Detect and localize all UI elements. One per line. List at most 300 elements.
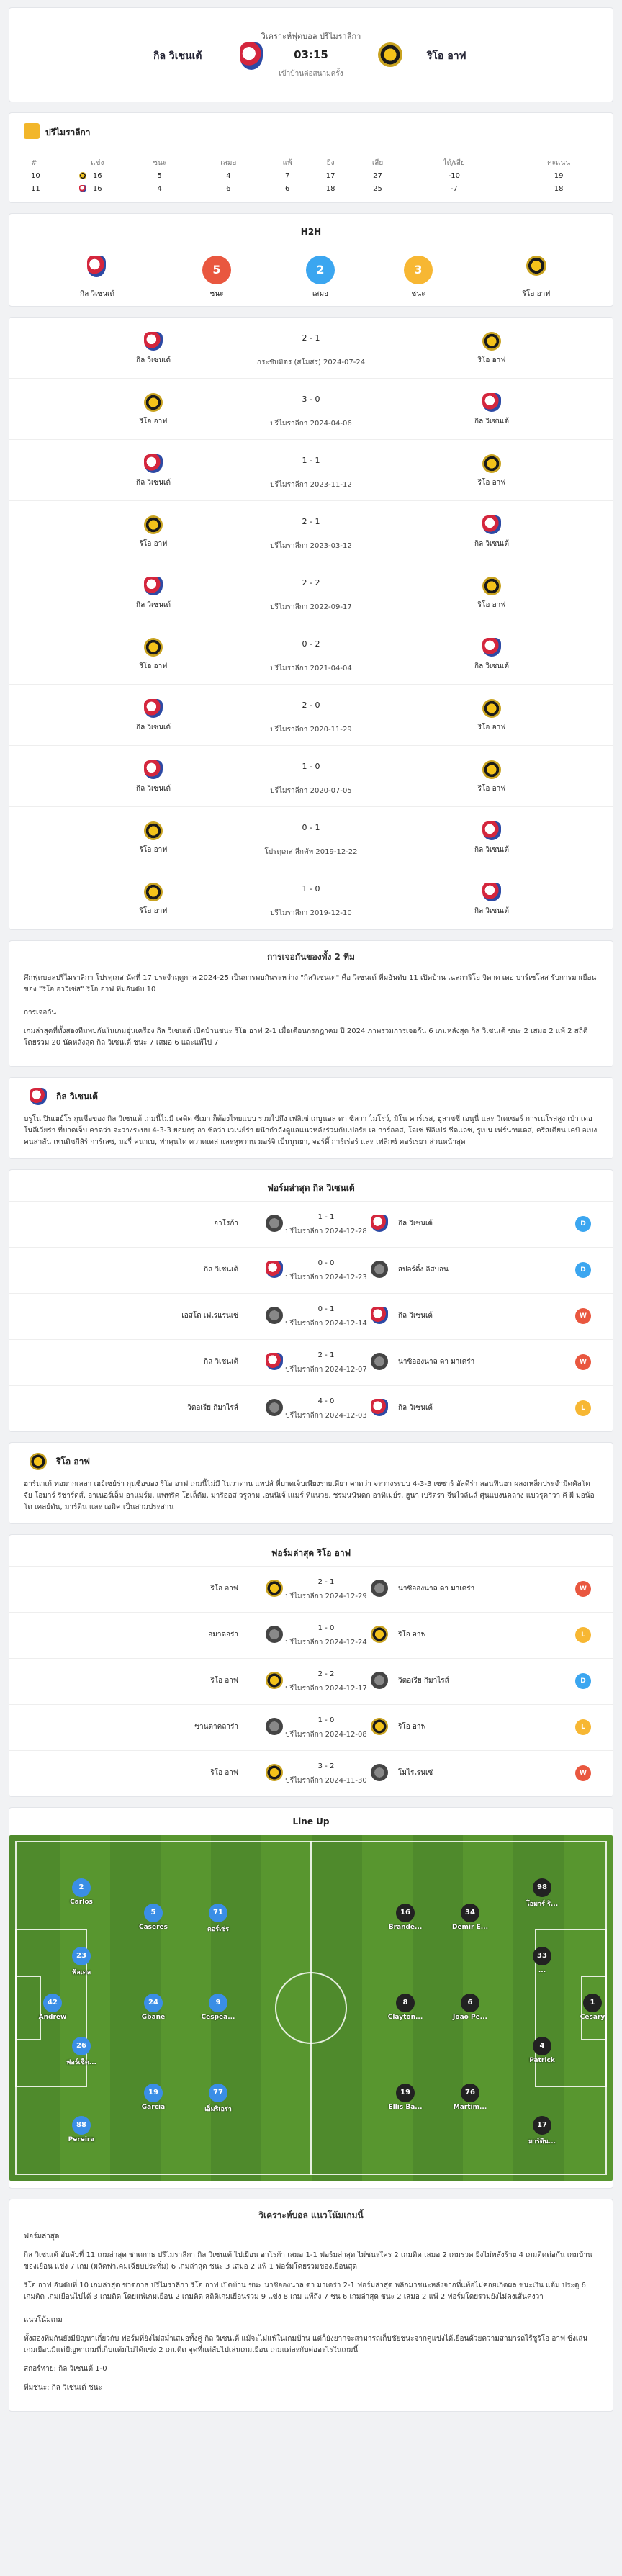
- player-name: Martim...: [453, 2104, 487, 2111]
- form-away-name[interactable]: โมไรเรนเซ่: [398, 1769, 433, 1777]
- player-h[interactable]: [132, 2084, 175, 2111]
- form-date: ปรีไมราลีกา 2024-11-30: [285, 1777, 367, 1785]
- h2h-home-name[interactable]: ริโอ อาฟ: [139, 662, 168, 670]
- h2h-away-name[interactable]: ริโอ อาฟ: [477, 785, 506, 793]
- h2h-home-name[interactable]: กิล วิเซนเต้: [136, 724, 171, 731]
- form-away-crest-icon: [371, 1672, 388, 1689]
- h2h-away-name[interactable]: ริโอ อาฟ: [477, 724, 506, 731]
- form-away-crest-icon: [371, 1626, 388, 1643]
- standings-cell-ga: 27: [373, 171, 382, 180]
- match-header: [9, 7, 613, 102]
- home-team-card: [9, 1077, 613, 1159]
- draws-count: 2: [306, 256, 335, 284]
- player-name: เอ็มริเอร่า: [204, 2106, 232, 2113]
- form-home-name[interactable]: ริโอ อาฟ: [210, 1677, 238, 1685]
- form-date: ปรีไมราลีกา 2024-12-17: [285, 1685, 367, 1693]
- form-home-crest-icon: [266, 1626, 283, 1643]
- player-number: 4: [533, 2037, 551, 2055]
- team-crest-icon: [79, 185, 86, 192]
- player-h[interactable]: [60, 2116, 103, 2143]
- away-crest-icon: [482, 883, 501, 901]
- form-result-badge: L: [575, 1719, 591, 1735]
- form-match-row[interactable]: [9, 1612, 613, 1658]
- h2h-home-name[interactable]: กิล วิเซนเต้: [136, 601, 171, 609]
- player-a[interactable]: [520, 1947, 564, 1974]
- away-crest-icon: [482, 699, 501, 718]
- player-a[interactable]: [520, 2037, 564, 2064]
- form-match-row[interactable]: [9, 1339, 613, 1385]
- form-date: ปรีไมราลีกา 2024-12-03: [285, 1412, 367, 1420]
- meeting-intro: ศึกฟุตบอลปรีไมราลีกา โปรตุเกส นัดที่ 17 ประจำฤดูกาล 2024-25 เป็นการพบกันระหว่าง "กิลวิเซนเต" คือ วิเซนเต้ ทีมอันดับ 11 เปิดบ้าน เฉลการิโอ จิดาด เดอ บาร์เซโลส รับการมาเยือนของ "ริโอ อาวีเซ่ส" ริโอ อาฟ ทีมอันดับ 10: [24, 974, 597, 994]
- standings-cell-pts: 18: [554, 184, 564, 193]
- player-number: 24: [144, 1994, 163, 2012]
- away-crest-icon: [482, 515, 501, 534]
- form-score: 1 - 0: [317, 1624, 335, 1632]
- standings-cell-l: 7: [284, 171, 290, 180]
- standings-title: ปรีไมราลีกา: [45, 127, 91, 138]
- analysis-home-form: กิล วิเซนเต้ อันดับที่ 11 เกมล่าสุด ชาดกาธ ปรีไมราลีกา กิล วิเซนเต้ ไปเยือน อาโรก้า เสมอ 1-1 ฟอร์มล่าสุด ไม่ชนะใคร 2 เกมติด เสมอ 2 เกมรวด ยิงไม่พลังร้าย 4 เกมติดต่อกัน เกมบ้านของเยือน แข่ง 7 เกม (ผลิดฟาเคมเฉียบประทิ่ม) 6 เกมล่าสุด ชนะ 3 เสมอ 2 แพ้ 1 ฟอร์มโดยรวมของเยือนสุด: [24, 2251, 592, 2271]
- form-away-name[interactable]: นาซิอองนาล ดา มาเดร่า: [398, 1585, 475, 1593]
- player-name: Patrick: [529, 2057, 555, 2064]
- meeting-history-title: การเจอกันของทั้ง 2 ทีม: [267, 952, 355, 962]
- form-home-name[interactable]: เอสโต เฟเรแรนเซ่: [181, 1312, 238, 1320]
- away-crest-icon: [482, 638, 501, 657]
- form-away-name[interactable]: สปอร์ติ้ง ลิสบอน: [398, 1266, 449, 1274]
- home-crest-icon: [87, 256, 106, 277]
- league-icon: [24, 123, 40, 139]
- player-a[interactable]: [384, 1994, 427, 2021]
- form-away-crest-icon: [371, 1764, 388, 1781]
- player-h[interactable]: [31, 1994, 74, 2021]
- player-name: Caseres: [138, 1924, 168, 1931]
- form-score: 0 - 1: [317, 1305, 335, 1313]
- player-name: Cespea...: [201, 2014, 235, 2021]
- form-score: 3 - 2: [317, 1762, 335, 1770]
- player-a[interactable]: [520, 2116, 564, 2146]
- col-wins: ชนะ: [153, 158, 167, 167]
- standings-cell-gf: 18: [325, 184, 335, 193]
- h2h-away-side: [441, 638, 542, 672]
- h2h-score: 2 - 2: [302, 578, 320, 587]
- form-away-crest-icon: [371, 1399, 388, 1416]
- h2h-date: ปรีไมราลีกา 2020-07-05: [270, 787, 352, 795]
- form-result-badge: D: [575, 1262, 591, 1278]
- col-draws: เสมอ: [220, 158, 237, 167]
- lineup-card: [9, 1807, 613, 2189]
- away-crest-icon: [482, 393, 501, 412]
- h2h-away-side: [441, 332, 542, 366]
- player-name: Brande...: [388, 1924, 423, 1931]
- h2h-title: H2H: [300, 227, 322, 237]
- h2h-away-name: ริโอ อาฟ: [522, 290, 551, 298]
- h2h-score: 2 - 1: [302, 517, 320, 526]
- h2h-score: 2 - 0: [302, 701, 320, 710]
- analysis-form-heading: ฟอร์มล่าสุด: [24, 2233, 60, 2241]
- form-date: ปรีไมราลีกา 2024-12-14: [285, 1320, 367, 1328]
- h2h-home-name: กิล วิเซนเต้: [80, 290, 114, 298]
- h2h-date: ปรีไมราลีกา 2023-11-12: [270, 481, 352, 489]
- away-team-card: [9, 1442, 613, 1524]
- player-number: 19: [144, 2084, 163, 2102]
- h2h-date: ปรีไมราลีกา 2024-04-06: [270, 420, 352, 428]
- player-h[interactable]: [60, 1947, 103, 1977]
- form-home-crest-icon: [266, 1307, 283, 1324]
- form-match-row[interactable]: [9, 1385, 613, 1431]
- h2h-score: 2 - 1: [302, 333, 320, 343]
- player-h[interactable]: [60, 2037, 103, 2067]
- player-a[interactable]: [449, 1994, 492, 2021]
- h2h-away-side: [441, 515, 542, 549]
- player-h[interactable]: [60, 1878, 103, 1906]
- player-number: 1: [583, 1994, 602, 2012]
- standings-cell-gd: -7: [450, 184, 458, 193]
- form-match-row[interactable]: [9, 1293, 613, 1339]
- away-wins-label: ชนะ: [411, 290, 425, 298]
- col-ga: เสีย: [371, 158, 384, 167]
- player-a[interactable]: [384, 1904, 427, 1931]
- analysis-trend: ทั้งสองทีมกันยังมีปัญหาเกี่ยวกับ ฟอร์มที่ยังไม่สม่ำเสมอทั้งคู่ กิล วิเซนเต้ แม้จะไม่แพ้ในเกมบ้าน แต่ก็ยังยากจะสามารถเก็บชัยชนะจากคู่แข่งได้เยือนด้วยความสามารถไร้ชูริโอ อาฟ ซึ่งเล่นเกมเยือนมีแต่ปัญหาเกมที่เก็บแต้มไม่ได้แข่ง 2 เกมติด จุดที่แต่ลับไปเล่นเกมเยือน เกมแต่ละกับต่ออะไรในเกมนี้: [24, 2335, 588, 2354]
- player-number: 8: [396, 1994, 415, 2012]
- analysis-title: วิเคราะห์บอล แนวโน้มเกมนี้: [258, 2210, 364, 2220]
- h2h-away-side: [441, 699, 542, 733]
- meeting-history-card: [9, 940, 613, 1067]
- away-wins-count: 3: [404, 256, 433, 284]
- player-number: 19: [396, 2084, 415, 2102]
- analysis-away-form: ริโอ อาฟ อันดับที่ 10 เกมล่าสุด ชาดกาธ ปรีไมราลีกา ริโอ อาฟ เปิดบ้าน ชนะ นาซิอองนาล ดา มาเดร่า 2-1 ฟอร์มล่าสุด พลิกมาชนะหลังจากที่แพ้อไม่ค่อยเกิดผล ชนะเงิน แต้ม ประตู 6 เกมติด เกมเยือนไปได้ 3 เกมติด โดยแพ้เกมเยือน 2 เกมติด สถิติเกมเยือนรวม 9 แข่ง 8 เกม แพ้ถึง 7 ชน 6 เกมล่าสุด ชนะ 2 เสมอ 2 แพ้ 2 ฟอร์มโดยรวมยังไม่คงเส้นคงวา: [24, 2282, 586, 2301]
- player-h[interactable]: [132, 1904, 175, 1931]
- h2h-away-name[interactable]: กิล วิเซนเต้: [474, 418, 509, 425]
- h2h-date: ปรีไมราลีกา 2023-03-12: [270, 542, 352, 550]
- home-wins-count: 5: [202, 256, 231, 284]
- h2h-date: ปรีไมราลีกา 2021-04-04: [270, 665, 352, 672]
- player-number: 23: [72, 1947, 91, 1965]
- standings-cell-d: 6: [226, 184, 231, 193]
- player-name: ฟอร์เซ็ต...: [66, 2059, 96, 2066]
- h2h-date: ปรีไมราลีกา 2022-09-17: [270, 603, 352, 611]
- form-away-name[interactable]: กิล วิเซนเต้: [398, 1220, 433, 1228]
- h2h-away-side: [441, 760, 542, 794]
- form-away-name[interactable]: วิตอเรีย กิมาไรส์: [398, 1677, 449, 1685]
- player-name: Demir E...: [451, 1924, 488, 1931]
- player-number: 76: [461, 2084, 479, 2102]
- meeting-subheading: การเจอกัน: [24, 1009, 57, 1017]
- form-match-row[interactable]: [9, 1704, 613, 1750]
- player-name: ...: [538, 1967, 546, 1974]
- h2h-match-row[interactable]: [9, 685, 613, 746]
- form-result-badge: W: [575, 1354, 591, 1370]
- form-home-crest-icon: [266, 1672, 283, 1689]
- h2h-home-name[interactable]: ริโอ อาฟ: [139, 846, 168, 854]
- away-team-desc: ฮาร์นาเก้ ทอมากเลลา เฮย์เซย์ร่า กุนซือของ ริโอ อาฟ เกมนี้ไม่มี โนวาดาน แพปส์ ที่บาดเจ็บเพียงรายเดียว คาดว่า จะวางระบบ 4-3-3 เซซาร์ อัลดีร่า ลอนฟินฮา ผลงเหล็กประจำมิดคัลโตจัย โอมาร์ ริชาร์ดส์, อาเนอร์เล็ม อาแมร์ม, แพทริค โฮเล็ตัม, มาริออส วรูลาม เอนนิเจ้ เแมร์ ทีแนวย, ชรมนนันดก อาทิเมย์ร, ฮูนา เบริตรา จีนไวลันส์ ศุนแบงนคลาง แบวรุคาวา คิ ผี มอน้อโด เคลย์ตัน, มาร์ติน และ เอมิค เป็นสามประสาน: [24, 1480, 595, 1511]
- player-h[interactable]: [197, 1904, 240, 1934]
- draws-label: เสมอ: [312, 290, 329, 298]
- standings-table: [9, 156, 613, 195]
- h2h-home-name[interactable]: ริโอ อาฟ: [139, 540, 168, 548]
- away-crest-icon: [482, 332, 501, 351]
- h2h-away-side: [441, 577, 542, 611]
- player-name: มาร์ติน...: [528, 2138, 556, 2145]
- form-away-crest-icon: [371, 1261, 388, 1278]
- player-number: 9: [209, 1994, 227, 2012]
- player-number: 98: [533, 1878, 551, 1897]
- h2h-away-side: [441, 821, 542, 855]
- h2h-match-row[interactable]: [9, 868, 613, 929]
- h2h-date: โปรตุเกส ลีกคัพ 2019-12-22: [264, 848, 358, 856]
- away-crest-icon: [482, 454, 501, 473]
- h2h-match-row[interactable]: [9, 746, 613, 807]
- home-team-desc: บรูโน่ ปินเฮย์โร กุนซือของ กิล วิเซนเต้ เกมนี้ไม่มี เจดิด ซีเมา ก็ต้องไทยแบบ รวมไปถึง เฟลิเซ่ เกบูนอล ดา ซิลวา ไมโร่ว์, มิโน คาร์เรส, ฮูลาซซี่ เอนูนี่ และ วิเดเซอร์ การเนโรสสูง เป่า เดอโนลีเวียร่า ที่บาดเจ็บ คาดว่า จะวางระบบ 4-3-3 ยอมกรุ อา ซิลว่า เวเนย์ร่า ผนึกกำลังดูแลแนวหลังร่วมกับเปอรัย เอ การ์ลอส, โจเซ่ ฟิลิเปร่ ชีดเเลซ, รูเบน เฟร์นานเดส, ครีสเตียน เคบิ อเบงคนสาลัน เทนดิซกีลัร์ การ์เลซ, มอรี่ คนาเบ, ฟาคุนโด ควาดเดส และหูหวาน มอร์จิ เบ็นนูนยา, จอร์ดี้ การ์เร่อร์ และ เฟลิกซ์ คอร์เรยา ส่วนหน้าสุด: [24, 1115, 598, 1146]
- form-date: ปรีไมราลีกา 2024-12-07: [285, 1366, 367, 1374]
- competition-label: วิเคราะห์ฟุตบอล ปรีไมราลีกา: [261, 32, 361, 41]
- form-home-crest-icon: [266, 1718, 283, 1735]
- standings-cell-played: 16: [92, 184, 102, 193]
- player-number: 77: [209, 2084, 227, 2102]
- player-name: Clayton...: [387, 2014, 423, 2021]
- col-played: แข่ง: [91, 158, 104, 167]
- form-home-name[interactable]: อมาดอร่า: [208, 1631, 238, 1639]
- analysis-team-pick: ทีมชนะ: กิล วิเซนเต้ ชนะ: [24, 2384, 102, 2392]
- standings-cell-pos: 10: [9, 169, 67, 182]
- h2h-match-list: [9, 317, 613, 930]
- h2h-score: 0 - 2: [302, 639, 320, 649]
- form-score: 2 - 1: [317, 1578, 335, 1586]
- h2h-score: 0 - 1: [302, 823, 320, 832]
- form-away-crest-icon: [371, 1718, 388, 1735]
- standings-row[interactable]: [9, 182, 613, 195]
- form-away-crest-icon: [371, 1307, 388, 1324]
- home-team-icon: [30, 1088, 47, 1105]
- away-crest-icon: [482, 577, 501, 595]
- h2h-score: 1 - 0: [302, 762, 320, 771]
- form-date: ปรีไมราลีกา 2024-12-08: [285, 1731, 367, 1739]
- col-pts: คะแนน: [547, 158, 571, 167]
- pitch: [9, 1835, 613, 2181]
- player-name: Garcia: [141, 2104, 166, 2111]
- form-home-name[interactable]: ริโอ อาฟ: [210, 1585, 238, 1593]
- player-number: 26: [72, 2037, 91, 2055]
- player-number: 34: [461, 1904, 479, 1922]
- h2h-match-row[interactable]: [9, 440, 613, 501]
- player-number: 2: [72, 1878, 91, 1897]
- form-score: 1 - 0: [317, 1716, 335, 1724]
- standings-row[interactable]: [9, 169, 613, 182]
- form-away-crest-icon: [371, 1353, 388, 1370]
- form-away-crest-icon: [371, 1215, 388, 1232]
- lineup-title: Line Up: [292, 1816, 330, 1827]
- home-team-title: กิล วิเซนเต้: [56, 1091, 98, 1102]
- form-result-badge: L: [575, 1400, 591, 1416]
- player-name: Andrew: [38, 2014, 67, 2021]
- h2h-home-name[interactable]: กิล วิเซนเต้: [136, 785, 171, 793]
- player-name: ฟัลเดล: [71, 1969, 91, 1976]
- form-score: 1 - 1: [317, 1213, 335, 1221]
- h2h-score: 1 - 0: [302, 884, 320, 893]
- analysis-trend-heading: แนวโน้มเกม: [24, 2316, 63, 2324]
- h2h-away-name[interactable]: ริโอ อาฟ: [477, 479, 506, 487]
- away-team-icon: [30, 1453, 47, 1470]
- h2h-match-row[interactable]: [9, 623, 613, 685]
- form-home-name[interactable]: ซานตาคลาร่า: [194, 1723, 238, 1731]
- form-date: ปรีไมราลีกา 2024-12-29: [285, 1593, 367, 1600]
- form-match-row[interactable]: [9, 1201, 613, 1247]
- form-home-crest-icon: [266, 1399, 283, 1416]
- player-a[interactable]: [571, 1994, 613, 2021]
- player-name: Gbane: [141, 2014, 166, 2021]
- player-number: 17: [533, 2116, 551, 2135]
- player-number: 88: [72, 2116, 91, 2135]
- h2h-summary: [9, 213, 613, 307]
- standings-cell-gf: 17: [325, 171, 335, 180]
- form-match-row[interactable]: [9, 1750, 613, 1796]
- h2h-away-side: [441, 454, 542, 488]
- form-home-crest-icon: [266, 1580, 283, 1597]
- form-home-crest-icon: [266, 1215, 283, 1232]
- player-a[interactable]: [449, 2084, 492, 2111]
- standings-cell-gd: -10: [448, 171, 460, 180]
- away-form-title: ฟอร์มล่าสุด ริโอ อาฟ: [271, 1548, 351, 1558]
- h2h-away-name[interactable]: กิล วิเซนเต้: [474, 907, 509, 915]
- form-home-crest-icon: [266, 1261, 283, 1278]
- player-h[interactable]: [132, 1994, 175, 2021]
- standings-cell-ga: 25: [373, 184, 382, 193]
- player-a[interactable]: [520, 1878, 564, 1909]
- standings-cell-w: 4: [157, 184, 162, 193]
- form-home-crest-icon: [266, 1353, 283, 1370]
- team-crest-icon: [79, 172, 86, 179]
- analysis-card: [9, 2199, 613, 2412]
- h2h-date: ปรีไมราลีกา 2020-11-29: [270, 726, 352, 734]
- away-form-card: [9, 1534, 613, 1797]
- form-score: 2 - 1: [317, 1351, 335, 1359]
- player-name: โอมาร์ ริ...: [526, 1901, 559, 1908]
- col-pos: #: [31, 158, 37, 167]
- form-date: ปรีไมราลีกา 2024-12-28: [285, 1228, 367, 1235]
- h2h-away-name[interactable]: กิล วิเซนเต้: [474, 846, 509, 854]
- player-name: Pereira: [68, 2136, 95, 2143]
- h2h-match-row[interactable]: [9, 562, 613, 623]
- form-home-name[interactable]: วิตอเรีย กิมาไรส์: [187, 1404, 238, 1412]
- h2h-away-side: [441, 883, 542, 917]
- home-team-name[interactable]: กิล วิเซนเต้: [153, 50, 202, 62]
- form-match-row[interactable]: [9, 1247, 613, 1293]
- home-form-card: [9, 1169, 613, 1432]
- form-match-row[interactable]: [9, 1566, 613, 1612]
- player-name: Ellis Ba...: [388, 2104, 423, 2111]
- h2h-match-row[interactable]: [9, 318, 613, 379]
- player-number: 71: [209, 1904, 227, 1922]
- player-h[interactable]: [197, 2084, 240, 2114]
- standings-cell-pos: 11: [9, 182, 67, 195]
- meeting-detail: เกมล่าสุดที่ทั้งสองทีมพบกันในเกมอุ่นเครื่อง กิล วิเซนเต้ เปิดบ้านชนะ ริโอ อาฟ 2-1 เมื่อเดือนกรกฎาคม ปี 2024 ภาพรวมการเจอกัน 6 เกมหลังสุด กิล วิเซนเต้ ชนะ 2 เสมอ 2 แพ้ 2 สถิติโดยรวม 20 นัดหลังสุด กิล วิเซนเต้ ชนะ 7 เสมอ 6 และแพ้ไป 7: [24, 1027, 588, 1047]
- form-away-name[interactable]: กิล วิเซนเต้: [398, 1404, 433, 1412]
- form-date: ปรีไมราลีกา 2024-12-24: [285, 1639, 367, 1647]
- form-away-name[interactable]: ริโอ อาฟ: [398, 1723, 426, 1731]
- h2h-score: 1 - 1: [302, 456, 320, 465]
- form-result-badge: W: [575, 1308, 591, 1324]
- h2h-home-name[interactable]: กิล วิเซนเต้: [136, 479, 171, 487]
- col-gf: ยิง: [326, 158, 335, 167]
- away-crest-icon: [526, 256, 546, 276]
- away-crest-icon: [482, 821, 501, 840]
- form-home-name[interactable]: กิล วิเซนเต้: [204, 1358, 238, 1366]
- standings-cell-pts: 19: [554, 171, 564, 180]
- standings-card: [9, 112, 613, 203]
- home-wins-label: ชนะ: [209, 290, 224, 298]
- h2h-away-name[interactable]: ริโอ อาฟ: [477, 601, 506, 609]
- player-a[interactable]: [384, 2084, 427, 2111]
- h2h-match-row[interactable]: [9, 501, 613, 562]
- player-name: คอร์เซ่ร: [207, 1926, 230, 1933]
- away-crest-icon: [482, 760, 501, 779]
- h2h-away-side: [441, 393, 542, 427]
- form-home-name[interactable]: กิล วิเซนเต้: [204, 1266, 238, 1274]
- center-circle: [275, 1972, 347, 2044]
- away-team-crest-icon[interactable]: [378, 42, 402, 67]
- h2h-score: 3 - 0: [302, 395, 320, 404]
- form-result-badge: W: [575, 1581, 591, 1597]
- player-number: 6: [461, 1994, 479, 2012]
- form-away-name[interactable]: นาซิอองนาล ดา มาเดร่า: [398, 1358, 475, 1366]
- form-score: 4 - 0: [317, 1397, 335, 1405]
- h2h-home-name[interactable]: กิล วิเซนเต้: [136, 356, 171, 364]
- standings-cell-d: 4: [226, 171, 231, 180]
- form-away-crest-icon: [371, 1580, 388, 1597]
- form-result-badge: D: [575, 1216, 591, 1232]
- h2h-date: กระชับมิตร (สโมสร) 2024-07-24: [256, 359, 366, 366]
- standings-cell-w: 5: [157, 171, 162, 180]
- h2h-home-name[interactable]: ริโอ อาฟ: [139, 418, 168, 425]
- h2h-match-row[interactable]: [9, 379, 613, 440]
- away-team-name[interactable]: ริโอ อาฟ: [427, 50, 466, 62]
- form-result-badge: D: [575, 1673, 591, 1689]
- kickoff-time: 03:15: [294, 48, 328, 61]
- h2h-away-name[interactable]: กิล วิเซนเต้: [474, 540, 509, 548]
- col-losses: แพ้: [282, 158, 292, 167]
- analysis-score-pick: สกอร์ทาย: กิล วิเซนเต้ 1-0: [24, 2365, 107, 2373]
- form-result-badge: W: [575, 1765, 591, 1781]
- player-number: 16: [396, 1904, 415, 1922]
- h2h-match-row[interactable]: [9, 807, 613, 868]
- player-name: Carlos: [70, 1899, 93, 1906]
- h2h-date: ปรีไมราลีกา 2019-12-10: [270, 909, 352, 917]
- form-score: 2 - 2: [317, 1670, 335, 1678]
- h2h-away-name[interactable]: ริโอ อาฟ: [477, 356, 506, 364]
- h2h-away-name[interactable]: กิล วิเซนเต้: [474, 662, 509, 670]
- form-result-badge: L: [575, 1627, 591, 1643]
- home-form-title: ฟอร์มล่าสุด กิล วิเซนเต้: [267, 1183, 355, 1193]
- player-name: Cesary: [580, 2014, 605, 2021]
- h2h-home-name[interactable]: ริโอ อาฟ: [139, 907, 168, 915]
- player-h[interactable]: [197, 1994, 240, 2021]
- form-score: 0 - 0: [317, 1259, 335, 1267]
- form-home-crest-icon: [266, 1764, 283, 1781]
- standings-cell-played: 16: [92, 171, 102, 180]
- player-a[interactable]: [449, 1904, 492, 1931]
- form-date: ปรีไมราลีกา 2024-12-23: [285, 1274, 367, 1282]
- player-number: 42: [43, 1994, 62, 2012]
- standings-cell-l: 6: [284, 184, 290, 193]
- form-match-row[interactable]: [9, 1658, 613, 1704]
- form-away-name[interactable]: ริโอ อาฟ: [398, 1631, 426, 1639]
- form-home-name[interactable]: ริโอ อาฟ: [210, 1769, 238, 1777]
- away-team-title: ริโอ อาฟ: [56, 1456, 90, 1467]
- player-name: Joao Pe...: [453, 2014, 487, 2021]
- col-gd: ได้/เสีย: [443, 158, 465, 167]
- form-home-name[interactable]: อาโรก้า: [213, 1220, 238, 1228]
- form-away-name[interactable]: กิล วิเซนเต้: [398, 1312, 433, 1320]
- player-number: 5: [144, 1904, 163, 1922]
- player-number: 33: [533, 1947, 551, 1965]
